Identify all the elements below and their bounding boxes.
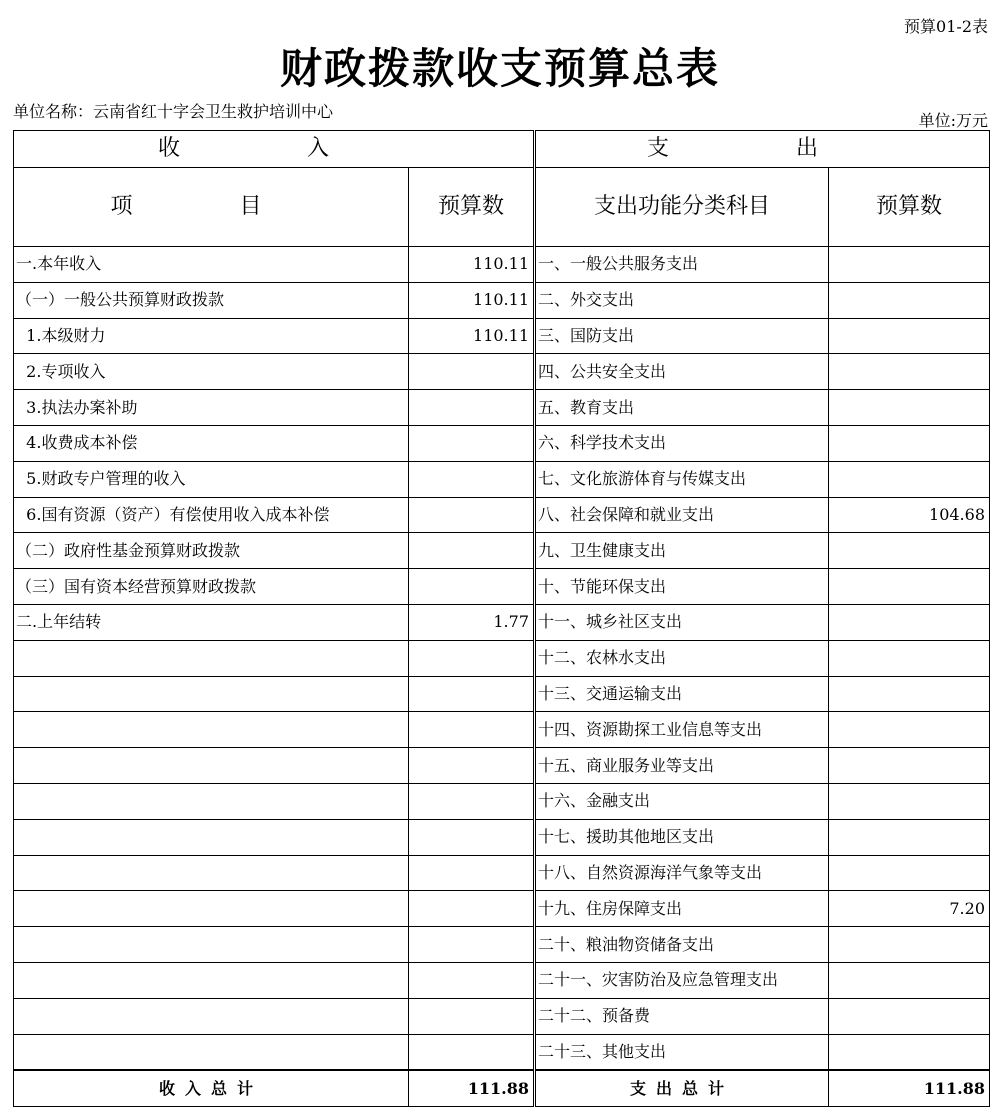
expense-item-cell: 二十二、预备费 <box>535 998 829 1034</box>
expense-item-cell: 十一、城乡社区支出 <box>535 604 829 640</box>
income-item-cell: 2.专项收入 <box>14 354 409 390</box>
income-item-cell: （三）国有资本经营预算财政拨款 <box>14 569 409 605</box>
expense-amount-cell <box>829 712 990 748</box>
page-title: 财政拨款收支预算总表 <box>279 44 720 93</box>
income-amount-cell <box>409 855 535 891</box>
expense-amount-cell <box>829 855 990 891</box>
expense-amount-cell <box>829 962 990 998</box>
income-amount-cell: 110.11 <box>409 247 535 283</box>
expense-item-cell: 五、教育支出 <box>535 390 829 426</box>
expense-amount-cell <box>829 748 990 784</box>
table-row <box>14 748 990 784</box>
expense-amount-cell <box>829 998 990 1034</box>
unit-measure: 单位:万元 <box>918 111 988 130</box>
unit-name: 单位名称：云南省红十字会卫生救护培训中心 <box>13 102 334 121</box>
table-row <box>14 855 990 891</box>
income-item-cell <box>14 712 409 748</box>
expense-amount-cell <box>829 247 990 283</box>
income-item-cell <box>14 676 409 712</box>
table-row <box>14 927 990 963</box>
expense-amount-cell <box>829 927 990 963</box>
expense-amount-cell <box>829 354 990 390</box>
expense-item-header: 支出功能分类科目 <box>535 168 829 247</box>
expense-total-value: 111.88 <box>829 1070 990 1106</box>
income-item-cell: 二.上年结转 <box>14 604 409 640</box>
table-row <box>14 640 990 676</box>
table-row <box>14 998 990 1034</box>
expense-group-header: 支 出 <box>535 131 990 168</box>
table-row <box>14 819 990 855</box>
table-row <box>14 390 990 426</box>
expense-amount-cell: 7.20 <box>829 891 990 927</box>
expense-item-cell: 七、文化旅游体育与传媒支出 <box>535 461 829 497</box>
income-amount-cell: 1.77 <box>409 604 535 640</box>
income-item-cell <box>14 891 409 927</box>
table-row <box>14 604 990 640</box>
income-amount-cell <box>409 712 535 748</box>
expense-item-cell: 一、一般公共服务支出 <box>535 247 829 283</box>
expense-item-cell: 八、社会保障和就业支出 <box>535 497 829 533</box>
expense-item-cell: 二十三、其他支出 <box>535 1034 829 1070</box>
income-amount-cell <box>409 640 535 676</box>
income-item-cell <box>14 855 409 891</box>
expense-item-cell: 二十一、灾害防治及应急管理支出 <box>535 962 829 998</box>
expense-amount-cell <box>829 640 990 676</box>
expense-item-cell: 十三、交通运输支出 <box>535 676 829 712</box>
expense-item-cell: 十二、农林水支出 <box>535 640 829 676</box>
table-row <box>14 282 990 318</box>
income-amount-cell <box>409 497 535 533</box>
income-amount-cell <box>409 891 535 927</box>
income-total-label: 收入总计 <box>14 1070 409 1106</box>
expense-item-cell: 三、国防支出 <box>535 318 829 354</box>
income-amount-cell <box>409 461 535 497</box>
income-item-cell: 3.执法办案补助 <box>14 390 409 426</box>
income-item-cell: 4.收费成本补偿 <box>14 425 409 461</box>
table-row <box>14 318 990 354</box>
income-item-cell <box>14 962 409 998</box>
income-amount-cell <box>409 390 535 426</box>
income-amount-cell <box>409 962 535 998</box>
group-header-row <box>14 131 990 168</box>
income-item-cell: 1.本级财力 <box>14 318 409 354</box>
income-amount-cell <box>409 748 535 784</box>
income-item-cell <box>14 640 409 676</box>
income-amount-cell <box>409 676 535 712</box>
table-row <box>14 425 990 461</box>
income-item-cell: 一.本年收入 <box>14 247 409 283</box>
income-item-cell <box>14 927 409 963</box>
table-row <box>14 497 990 533</box>
income-item-cell: 6.国有资源（资产）有偿使用收入成本补偿 <box>14 497 409 533</box>
income-amount-cell <box>409 819 535 855</box>
expense-item-cell: 六、科学技术支出 <box>535 425 829 461</box>
table-row <box>14 354 990 390</box>
expense-amount-header: 预算数 <box>829 168 990 247</box>
income-total-value: 111.88 <box>409 1070 535 1106</box>
income-amount-cell <box>409 425 535 461</box>
income-group-header: 收 入 <box>14 131 535 168</box>
expense-amount-cell <box>829 425 990 461</box>
table-row <box>14 676 990 712</box>
income-item-cell <box>14 1034 409 1070</box>
income-item-cell <box>14 748 409 784</box>
income-amount-cell: 110.11 <box>409 318 535 354</box>
total-row <box>14 1070 990 1106</box>
table-row <box>14 783 990 819</box>
expense-item-cell: 九、卫生健康支出 <box>535 533 829 569</box>
expense-total-label: 支出总计 <box>535 1070 829 1106</box>
expense-amount-cell <box>829 533 990 569</box>
expense-item-cell: 十五、商业服务业等支出 <box>535 748 829 784</box>
expense-item-cell: 十六、金融支出 <box>535 783 829 819</box>
income-amount-cell <box>409 998 535 1034</box>
table-row <box>14 891 990 927</box>
income-amount-cell: 110.11 <box>409 282 535 318</box>
expense-amount-cell <box>829 676 990 712</box>
expense-item-cell: 十四、资源勘探工业信息等支出 <box>535 712 829 748</box>
expense-item-cell: 四、公共安全支出 <box>535 354 829 390</box>
income-amount-cell <box>409 783 535 819</box>
expense-amount-cell <box>829 783 990 819</box>
table-row <box>14 712 990 748</box>
expense-item-cell: 二十、粮油物资储备支出 <box>535 927 829 963</box>
budget-table <box>13 130 990 1107</box>
table-row <box>14 569 990 605</box>
column-header-row <box>14 168 990 247</box>
expense-amount-cell <box>829 390 990 426</box>
income-item-header: 项 目 <box>14 168 409 247</box>
expense-item-cell: 二、外交支出 <box>535 282 829 318</box>
expense-amount-cell <box>829 604 990 640</box>
income-item-cell <box>14 998 409 1034</box>
table-row <box>14 247 990 283</box>
income-amount-cell <box>409 1034 535 1070</box>
expense-amount-cell: 104.68 <box>829 497 990 533</box>
income-item-cell: （二）政府性基金预算财政拨款 <box>14 533 409 569</box>
form-code: 预算01-2表 <box>904 17 988 36</box>
income-amount-cell <box>409 354 535 390</box>
expense-amount-cell <box>829 1034 990 1070</box>
table-row <box>14 962 990 998</box>
table-row <box>14 461 990 497</box>
expense-item-cell: 十九、住房保障支出 <box>535 891 829 927</box>
expense-amount-cell <box>829 819 990 855</box>
expense-amount-cell <box>829 569 990 605</box>
table-row <box>14 533 990 569</box>
expense-amount-cell <box>829 318 990 354</box>
table-row <box>14 1034 990 1070</box>
expense-amount-cell <box>829 282 990 318</box>
income-amount-cell <box>409 533 535 569</box>
income-amount-cell <box>409 569 535 605</box>
income-item-cell: 5.财政专户管理的收入 <box>14 461 409 497</box>
income-amount-header: 预算数 <box>409 168 535 247</box>
income-item-cell: （一）一般公共预算财政拨款 <box>14 282 409 318</box>
expense-amount-cell <box>829 461 990 497</box>
expense-item-cell: 十、节能环保支出 <box>535 569 829 605</box>
expense-item-cell: 十八、自然资源海洋气象等支出 <box>535 855 829 891</box>
income-item-cell <box>14 819 409 855</box>
income-amount-cell <box>409 927 535 963</box>
expense-item-cell: 十七、援助其他地区支出 <box>535 819 829 855</box>
income-item-cell <box>14 783 409 819</box>
